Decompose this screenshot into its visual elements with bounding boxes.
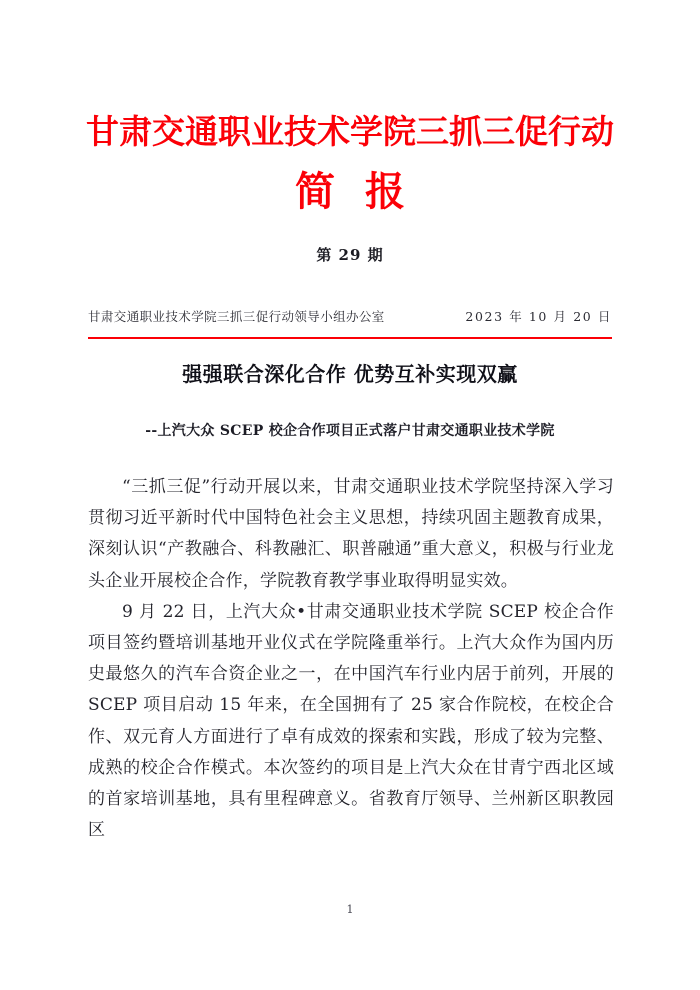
article-body: [88, 472, 614, 846]
red-divider-rule: [88, 337, 612, 339]
body-paragraph: 9 月 22 日，上汽大众•甘肃交通职业技术学院 SCEP 校企合作项目签约暨培训基地开业仪式在学院隆重举行。上汽大众作为国内历史最悠久的汽车合资企业之一，在中国汽车行业内居于前列，开展的 SCEP 项目启动 15 年来，在全国拥有了 25 家合作院校，在校企合作、双元育人方面进行了卓有成效的探索和实践，形成了较为完整、成熟的校企合作模式。本次签约的项目是上汽大众在甘青宁西北区域的首家培训基地，具有里程碑意义。省教育厅领导、兰州新区职教园区: [88, 601, 614, 841]
issuing-organization: 甘肃交通职业技术学院三抓三促行动领导小组办公室: [88, 309, 385, 324]
page-number: 1: [346, 903, 354, 916]
issue-number: 第 29 期: [316, 246, 384, 264]
article-subheadline: --上汽大众 SCEP 校企合作项目正式落户甘肃交通职业技术学院: [145, 423, 555, 439]
body-paragraph: “三抓三促”行动开展以来，甘肃交通职业技术学院坚持深入学习贯彻习近平新时代中国特色社会主义思想，持续巩固主题教育成果，深刻认识“产教融合、科教融汇、职普融通”重大意义，积极与行业龙头企业开展校企合作，学院教育教学事业取得明显实效。: [88, 477, 614, 591]
article-headline: 强强联合深化合作 优势互补实现双赢: [182, 362, 518, 386]
publication-date: 2023 年 10 月 20 日: [465, 309, 612, 324]
byline-row: [88, 308, 612, 326]
masthead-title-line1: 甘肃交通职业技术学院三抓三促行动: [86, 112, 614, 151]
masthead-title-line2: 简报: [295, 168, 435, 215]
